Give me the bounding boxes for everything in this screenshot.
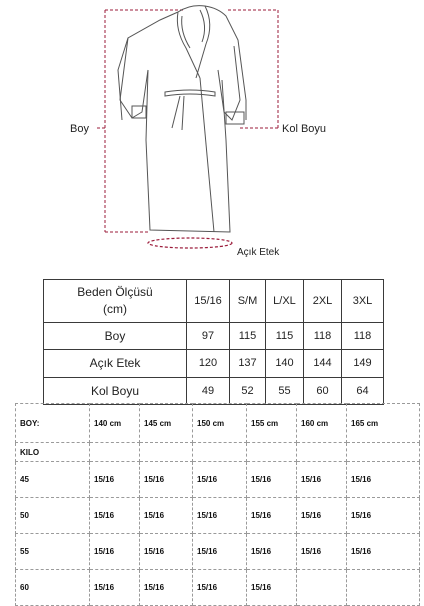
boy-label: Boy [70, 123, 89, 135]
table-cell: 15/16 [90, 498, 140, 534]
table-cell: 15/16 [347, 462, 420, 498]
table-cell: 60 [304, 377, 342, 404]
size-header-cell: 3XL [342, 280, 384, 323]
table-cell [297, 570, 347, 606]
table-cell: 15/16 [140, 462, 193, 498]
table-cell: 149 [342, 350, 384, 377]
table-cell: 120 [187, 350, 230, 377]
table-row [44, 377, 384, 404]
table-cell: 15/16 [140, 570, 193, 606]
table-cell: 15/16 [347, 534, 420, 570]
kilo-value: 55 [16, 534, 90, 570]
table-cell: 97 [187, 323, 230, 350]
table-row [44, 323, 384, 350]
boy-header-label: BOY: [16, 404, 90, 443]
table-cell: 15/16 [90, 534, 140, 570]
kilo-value: 50 [16, 498, 90, 534]
kilo-label-row [16, 443, 420, 462]
table-cell: 15/16 [247, 462, 297, 498]
table-cell: 15/16 [193, 498, 247, 534]
robe-illustration [0, 0, 424, 258]
table-cell: 15/16 [297, 462, 347, 498]
table-cell: 118 [304, 323, 342, 350]
table-cell: 15/16 [247, 498, 297, 534]
table-cell: 15/16 [347, 498, 420, 534]
table-row [16, 534, 420, 570]
table-cell: 55 [266, 377, 304, 404]
kilo-value: 45 [16, 462, 90, 498]
size-header-cell: S/M [230, 280, 266, 323]
height-header-cell: 165 cm [347, 404, 420, 443]
table-cell: 118 [342, 323, 384, 350]
kilo-label: KILO [16, 443, 90, 462]
table-cell: 52 [230, 377, 266, 404]
table-cell: 64 [342, 377, 384, 404]
height-header-cell: 140 cm [90, 404, 140, 443]
table-cell: 49 [187, 377, 230, 404]
table-cell: 15/16 [140, 498, 193, 534]
height-header-cell: 150 cm [193, 404, 247, 443]
acik-etek-label: Açık Etek [237, 247, 280, 258]
table-cell: 15/16 [193, 570, 247, 606]
table-cell: 15/16 [193, 462, 247, 498]
height-header-cell: 145 cm [140, 404, 193, 443]
table-cell: 15/16 [297, 534, 347, 570]
table-cell: 140 [266, 350, 304, 377]
table-cell: 15/16 [247, 570, 297, 606]
table-cell: 15/16 [90, 462, 140, 498]
fit-table-header [16, 404, 420, 443]
table-row [44, 350, 384, 377]
size-table-header [44, 280, 384, 323]
size-header-cell: L/XL [266, 280, 304, 323]
table-cell: 115 [266, 323, 304, 350]
table-row [16, 462, 420, 498]
table-cell: 15/16 [90, 570, 140, 606]
table-cell: 137 [230, 350, 266, 377]
height-weight-fit-table [15, 403, 420, 606]
acik-etek-measure-ellipse [148, 238, 232, 248]
table-cell: 15/16 [140, 534, 193, 570]
table-cell: 15/16 [193, 534, 247, 570]
height-header-cell: 160 cm [297, 404, 347, 443]
table-cell: 115 [230, 323, 266, 350]
height-header-cell: 155 cm [247, 404, 297, 443]
size-header-cell: 2XL [304, 280, 342, 323]
table-cell: 15/16 [247, 534, 297, 570]
table-row [16, 498, 420, 534]
table-row [16, 570, 420, 606]
kilo-value: 60 [16, 570, 90, 606]
table-cell: 144 [304, 350, 342, 377]
kol-boyu-label: Kol Boyu [282, 123, 327, 135]
table-cell [347, 570, 420, 606]
table-cell: 15/16 [297, 498, 347, 534]
size-measurement-table [43, 279, 384, 405]
size-header-label: Beden Ölçüsü (cm) [44, 280, 187, 323]
row-name: Kol Boyu [44, 377, 187, 404]
size-header-cell: 15/16 [187, 280, 230, 323]
row-name: Açık Etek [44, 350, 187, 377]
row-name: Boy [44, 323, 187, 350]
